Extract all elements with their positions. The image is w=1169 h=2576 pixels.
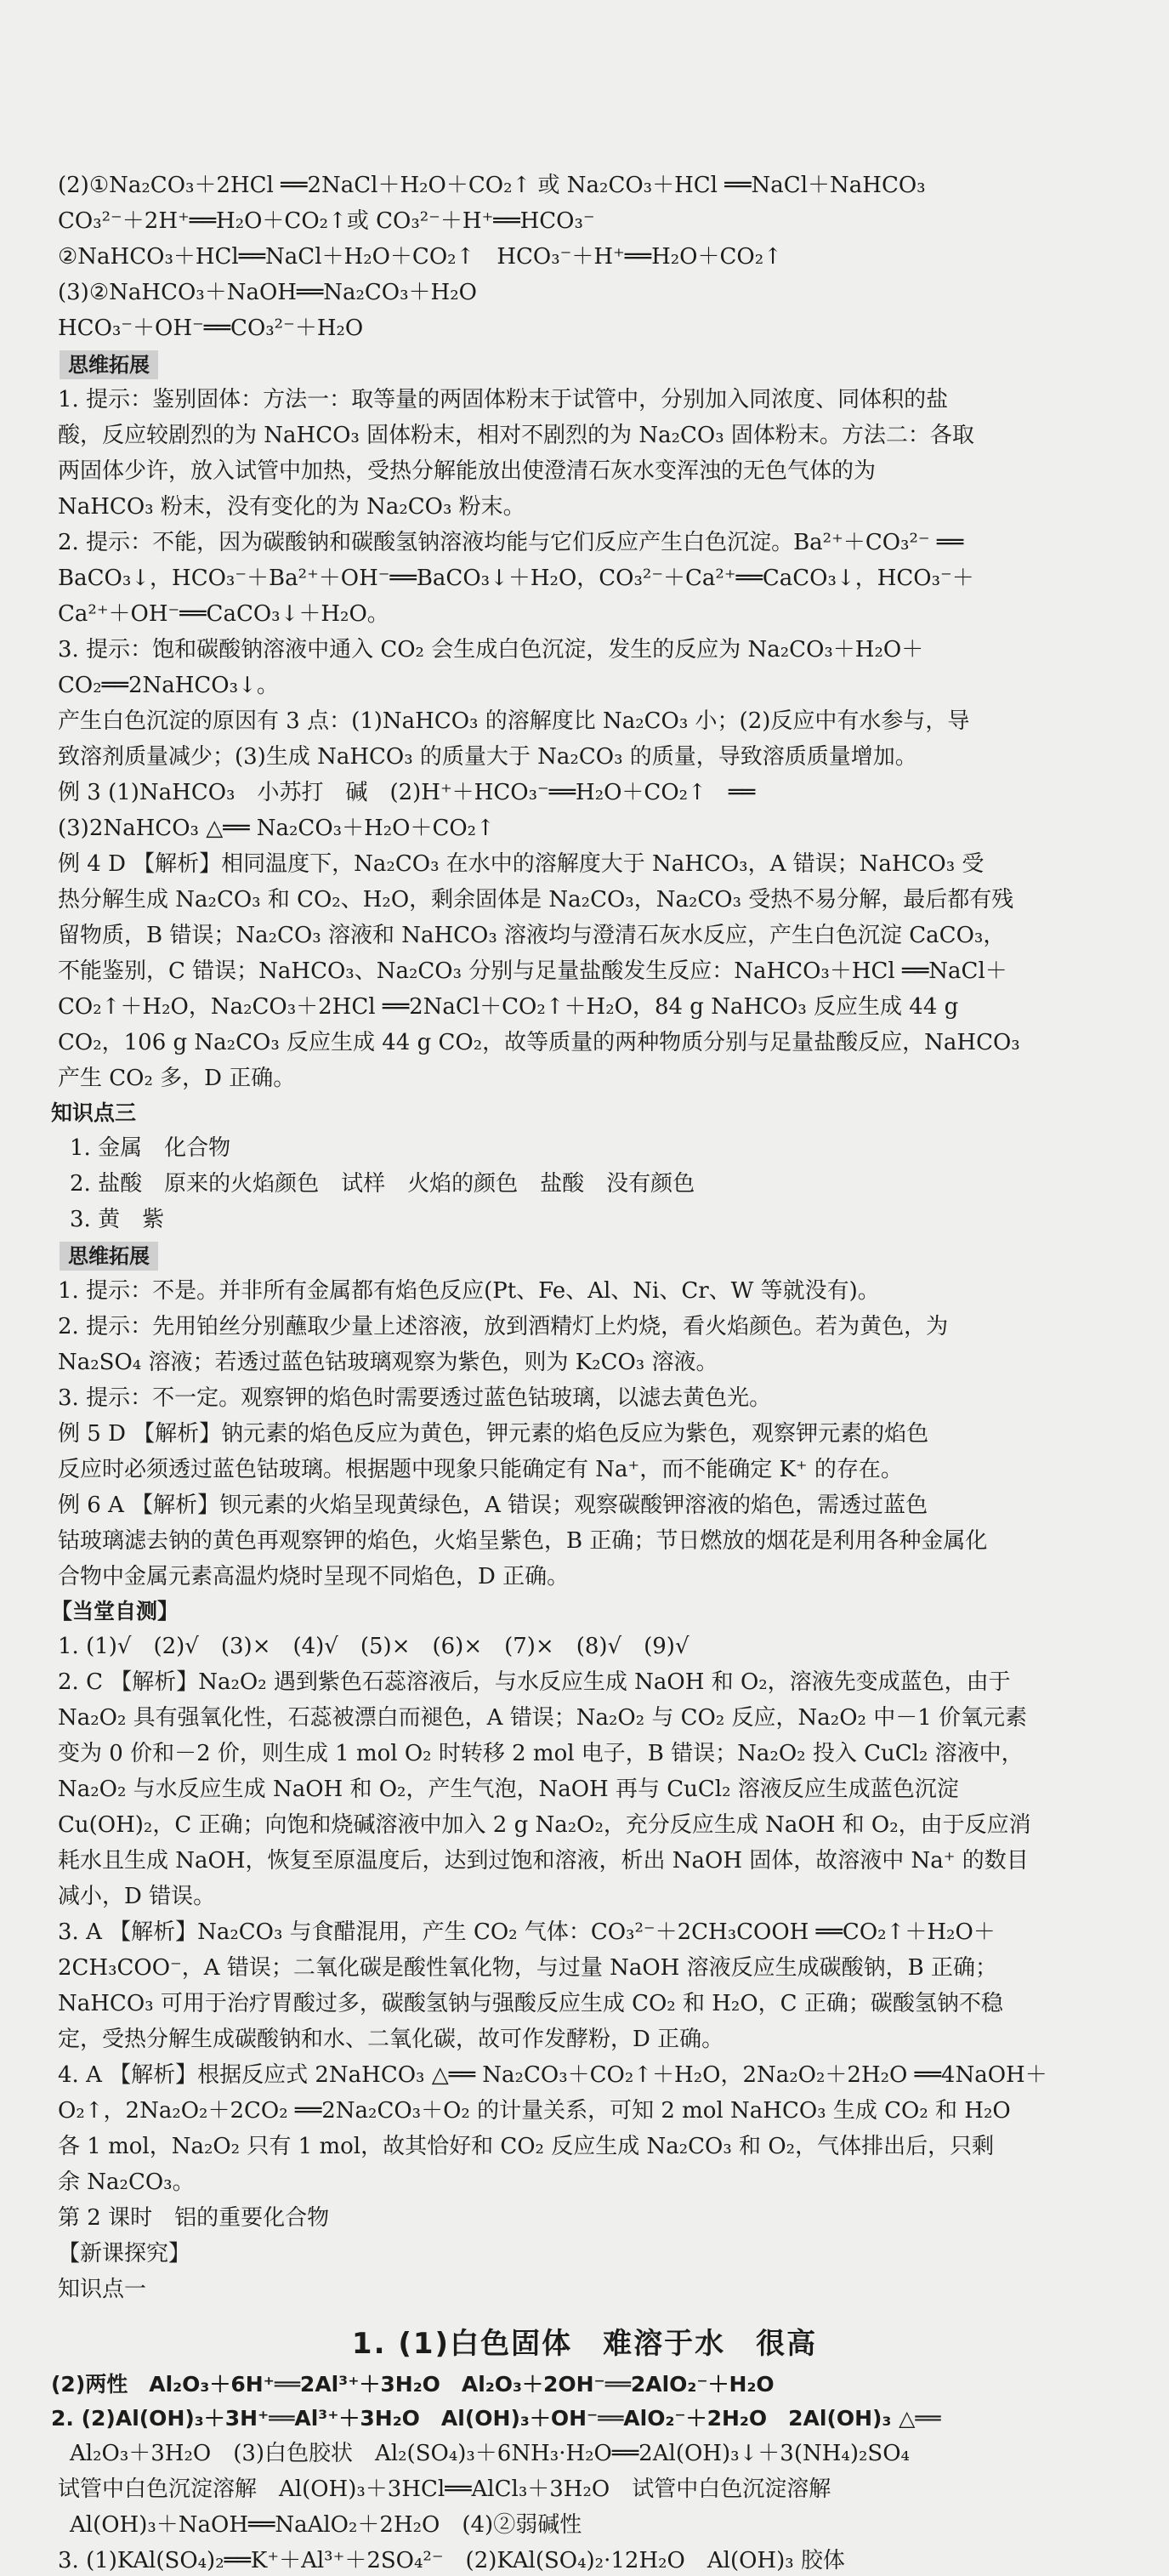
text-line: Al(OH)₃＋NaOH══NaAlO₂＋2H₂O (4)②弱碱性 xyxy=(70,2512,582,2538)
text-line: 2. 盐酸 原来的火焰颜色 试样 火焰的颜色 盐酸 没有颜色 xyxy=(70,1171,695,1197)
text-line: 合物中金属元素高温灼烧时呈现不同焰色，D 正确。 xyxy=(58,1564,570,1589)
text-line: 余 Na₂CO₃。 xyxy=(58,2169,195,2195)
text-line: Na₂O₂ 具有强氧化性，石蕊被漂白而褪色，A 错误；Na₂O₂ 与 CO₂ 反应，Na₂O₂ 中－1 价氧元素 xyxy=(58,1705,1028,1731)
text-line: NaHCO₃ 粉末，没有变化的为 Na₂CO₃ 粉末。 xyxy=(58,494,525,520)
text-line: Ca²⁺＋OH⁻══CaCO₃↓＋H₂O。 xyxy=(58,601,389,627)
text-line: 反应时必须透过蓝色钴玻璃。根据题中现象只能确定有 Na⁺，而不能确定 K⁺ 的存在。 xyxy=(58,1457,903,1482)
text-line: 减小，D 错误。 xyxy=(58,1884,216,1909)
text-line: (3)②NaHCO₃＋NaOH══Na₂CO₃＋H₂O xyxy=(58,280,477,305)
text-line: 耗水且生成 NaOH，恢复至原温度后，达到过饱和溶液，析出 NaOH 固体，故溶液中 Na⁺ 的数目 xyxy=(58,1848,1029,1874)
text-line: 2. C 【解析】Na₂O₂ 遇到紫色石蕊溶液后，与水反应生成 NaOH 和 O₂，溶液先变成蓝色，由于 xyxy=(58,1669,1011,1695)
section-heading: 【当堂自测】 xyxy=(51,1599,179,1624)
text-line: 1. (1)√ (2)√ (3)× (4)√ (5)× (6)× (7)× (8)√ (9)√ xyxy=(58,1634,689,1659)
text-line: 第 2 课时 铝的重要化合物 xyxy=(58,2205,330,2231)
text-line: 1. 金属 化合物 xyxy=(70,1135,231,1161)
text-line: 3. (1)KAl(SO₄)₂══K⁺＋Al³⁺＋2SO₄²⁻ (2)KAl(SO₄)₂·12H₂O Al(OH)₃ 胶体 xyxy=(58,2548,845,2573)
text-line: 1. 提示：不是。并非所有金属都有焰色反应(Pt、Fe、Al、Ni、Cr、W 等就没有)。 xyxy=(58,1278,880,1304)
text-line: 变为 0 价和－2 价，则生成 1 mol O₂ 时转移 2 mol 电子，B 错误；Na₂O₂ 投入 CuCl₂ 溶液中， xyxy=(58,1741,1024,1766)
text-line: 各 1 mol，Na₂O₂ 只有 1 mol，故其恰好和 CO₂ 反应生成 Na₂CO₃ 和 O₂，气体排出后，只剩 xyxy=(58,2134,995,2159)
text-line: 酸，反应较剧烈的为 NaHCO₃ 固体粉末，相对不剧烈的为 Na₂CO₃ 固体粉末。方法二：各取 xyxy=(58,423,974,448)
text-line: HCO₃⁻＋OH⁻══CO₃²⁻＋H₂O xyxy=(58,316,364,341)
text-line: Na₂SO₄ 溶液；若透过蓝色钴玻璃观察为紫色，则为 K₂CO₃ 溶液。 xyxy=(58,1350,718,1375)
text-line: 2CH₃COO⁻，A 错误；二氧化碳是酸性氧化物，与过量 NaOH 溶液反应生成碳酸钠，B 正确； xyxy=(58,1955,997,1981)
text-line: 两固体少许，放入试管中加热，受热分解能放出使澄清石灰水变浑浊的无色气体的为 xyxy=(58,458,877,484)
text-line: 不能鉴别，C 错误；NaHCO₃、Na₂CO₃ 分别与足量盐酸发生反应：NaHCO₃＋HCl ══NaCl＋ xyxy=(58,958,1007,984)
text-line: 例 6 A 【解析】钡元素的火焰呈现黄绿色，A 错误；观察碳酸钾溶液的焰色，需透过蓝色 xyxy=(58,1493,928,1518)
text-line: 钴玻璃滤去钠的黄色再观察钾的焰色，火焰呈紫色，B 正确；节日燃放的烟花是利用各种金属化 xyxy=(58,1528,988,1554)
text-line: 2. 提示：不能，因为碳酸钠和碳酸氢钠溶液均能与它们反应产生白色沉淀。Ba²⁺＋CO₃²⁻ ══ xyxy=(58,530,964,555)
lesson-title: 1. (1)白色固体 难溶于水 很高 xyxy=(351,2327,818,2361)
text-line: ②NaHCO₃＋HCl══NaCl＋H₂O＋CO₂↑ HCO₃⁻＋H⁺══H₂O＋CO₂↑ xyxy=(58,244,782,270)
text-line: 定，受热分解生成碳酸钠和水、二氧化碳，故可作发酵粉，D 正确。 xyxy=(58,2027,724,2052)
text-line: CO₂↑＋H₂O，Na₂CO₃＋2HCl ══2NaCl＋CO₂↑＋H₂O，84 g NaHCO₃ 反应生成 44 g xyxy=(58,994,959,1020)
text-line: 留物质，B 错误；Na₂CO₃ 溶液和 NaHCO₃ 溶液均与澄清石灰水反应，产生白色沉淀 CaCO₃， xyxy=(58,923,1006,948)
text-line: 例 3 (1)NaHCO₃ 小苏打 碱 (2)H⁺＋HCO₃⁻══H₂O＋CO₂↑ ══ xyxy=(58,780,756,805)
text-line: CO₂══2NaHCO₃↓。 xyxy=(58,673,279,698)
text-line: 3. 提示：饱和碳酸钠溶液中通入 CO₂ 会生成白色沉淀，发生的反应为 Na₂CO₃＋H₂O＋ xyxy=(58,637,924,662)
text-line: (2)①Na₂CO₃＋2HCl ══2NaCl＋H₂O＋CO₂↑ 或 Na₂CO₃＋HCl ══NaCl＋NaHCO₃ xyxy=(58,173,926,198)
text-line: 致溶剂质量减少；(3)生成 NaHCO₃ 的质量大于 Na₂CO₃ 的质量，导致溶质质量增加。 xyxy=(58,744,917,770)
text-line: 知识点一 xyxy=(58,2277,147,2302)
section-heading: (2)两性 Al₂O₃＋6H⁺══2Al³⁺＋3H₂O Al₂O₃＋2OH⁻══2AlO₂⁻＋H₂O xyxy=(51,2372,775,2397)
section-heading: 2. (2)Al(OH)₃＋3H⁺══Al³⁺＋3H₂O Al(OH)₃＋OH⁻══AlO₂⁻＋2H₂O 2Al(OH)₃ △══ xyxy=(51,2406,941,2431)
text-line: CO₃²⁻＋2H⁺══H₂O＋CO₂↑或 CO₃²⁻＋H⁺══HCO₃⁻ xyxy=(58,208,595,234)
text-line: 2. 提示：先用铂丝分别蘸取少量上述溶液，放到酒精灯上灼烧，看火焰颜色。若为黄色，为 xyxy=(58,1314,949,1339)
text-line: 3. A 【解析】Na₂CO₃ 与食醋混用，产生 CO₂ 气体：CO₃²⁻＋2CH₃COOH ══CO₂↑＋H₂O＋ xyxy=(58,1919,996,1945)
text-line: 试管中白色沉淀溶解 Al(OH)₃＋3HCl══AlCl₃＋3H₂O 试管中白色沉淀溶解 xyxy=(58,2476,831,2502)
text-line: O₂↑，2Na₂O₂＋2CO₂ ══2Na₂CO₃＋O₂ 的计量关系，可知 2 mol NaHCO₃ 生成 CO₂ 和 H₂O xyxy=(58,2098,1011,2124)
text-line: NaHCO₃ 可用于治疗胃酸过多，碳酸氢钠与强酸反应生成 CO₂ 和 H₂O，C 正确；碳酸氢钠不稳 xyxy=(58,1991,1003,2016)
section-heading: 知识点三 xyxy=(51,1100,137,1125)
text-line: 3. 提示：不一定。观察钾的焰色时需要透过蓝色钴玻璃，以滤去黄色光。 xyxy=(58,1385,772,1411)
text-line: 热分解生成 Na₂CO₃ 和 CO₂、H₂O，剩余固体是 Na₂CO₃，Na₂CO₃ 受热不易分解，最后都有残 xyxy=(58,887,1014,913)
text-line: 产生 CO₂ 多，D 正确。 xyxy=(58,1066,296,1091)
text-line: Al₂O₃＋3H₂O (3)白色胶状 Al₂(SO₄)₃＋6NH₃·H₂O══2Al(OH)₃↓＋3(NH₄)₂SO₄ xyxy=(70,2441,910,2466)
text-line: 3. 黄 紫 xyxy=(70,1207,165,1232)
text-line: 1. 提示：鉴别固体：方法一：取等量的两固体粉末于试管中，分别加入同浓度、同体积的盐 xyxy=(58,387,949,412)
text-line: CO₂，106 g Na₂CO₃ 反应生成 44 g CO₂，故等质量的两种物质分别与足量盐酸反应，NaHCO₃ xyxy=(58,1030,1020,1055)
text-line: Cu(OH)₂，C 正确；向饱和烧碱溶液中加入 2 g Na₂O₂，充分反应生成 NaOH 和 O₂，由于反应消 xyxy=(58,1812,1031,1838)
text-line: 例 4 D 【解析】相同温度下，Na₂CO₃ 在水中的溶解度大于 NaHCO₃，A 错误；NaHCO₃ 受 xyxy=(58,851,985,877)
section-label: 思维拓展 xyxy=(60,350,158,379)
text-line: Na₂O₂ 与水反应生成 NaOH 和 O₂，产生气泡，NaOH 再与 CuCl₂ 溶液反应生成蓝色沉淀 xyxy=(58,1777,959,1802)
text-line: 【新课探究】 xyxy=(58,2241,191,2266)
text-line: 例 5 D 【解析】钠元素的焰色反应为黄色，钾元素的焰色反应为紫色，观察钾元素的焰色 xyxy=(58,1421,929,1447)
text-line: BaCO₃↓，HCO₃⁻＋Ba²⁺＋OH⁻══BaCO₃↓＋H₂O，CO₃²⁻＋Ca²⁺══CaCO₃↓，HCO₃⁻＋ xyxy=(58,566,974,591)
text-line: (3)2NaHCO₃ △══ Na₂CO₃＋H₂O＋CO₂↑ xyxy=(58,816,495,841)
section-label: 思维拓展 xyxy=(60,1242,158,1271)
text-line: 4. A 【解析】根据反应式 2NaHCO₃ △══ Na₂CO₃＋CO₂↑＋H₂O，2Na₂O₂＋2H₂O ══4NaOH＋ xyxy=(58,2062,1047,2088)
text-line: 产生白色沉淀的原因有 3 点：(1)NaHCO₃ 的溶解度比 Na₂CO₃ 小；(2)反应中有水参与，导 xyxy=(58,708,970,734)
